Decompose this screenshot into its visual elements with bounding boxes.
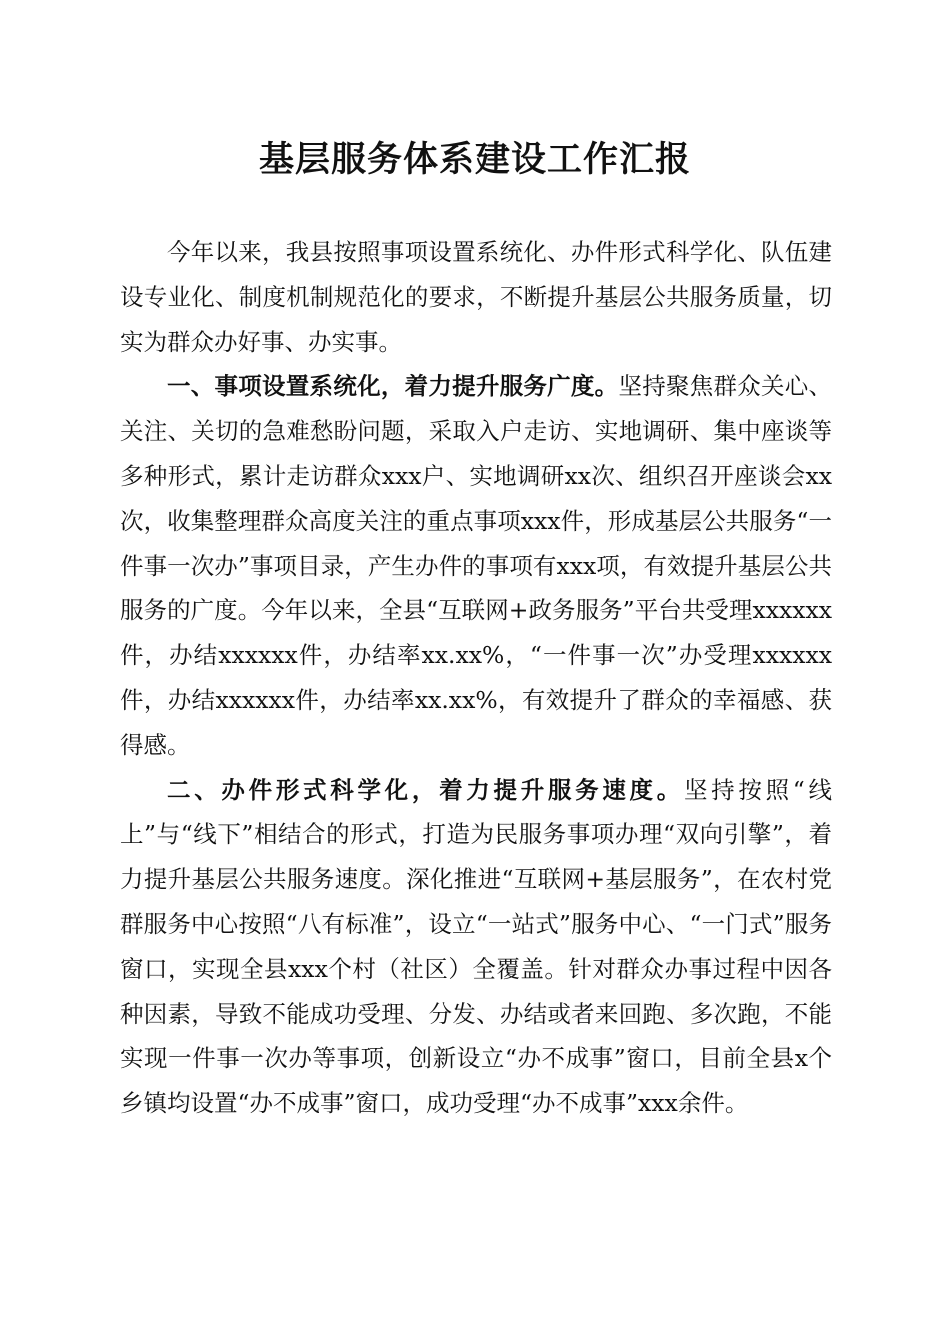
section-1-paragraph: [120, 364, 832, 767]
section-1-heading: 一、事项设置系统化，着力提升服务广度。: [167, 372, 619, 401]
section-2-body: 坚持按照“线上”与“线下”相结合的形式，打造为民服务事项办理“双向引擎”，着力提升基层公共服务速度。深化推进“互联网+基层服务”，在农村党群服务中心按照“八有标准”，设立“一站式”服务中心、“一门式”服务窗口，实现全县xxx个村（社区）全覆盖。针对群众办事过程中因各种因素，导致不能成功受理、分发、办结或者来回跑、多次跑，不能实现一件事一次办等事项，创新设立“办不成事”窗口，目前全县x个乡镇均设置“办不成事”窗口，成功受理“办不成事”xxx余件。: [120, 775, 833, 1118]
section-2-heading: 二、办件形式科学化，着力提升服务速度。: [167, 775, 684, 804]
document-body: [120, 230, 832, 1126]
intro-paragraph: 今年以来，我县按照事项设置系统化、办件形式科学化、队伍建设专业化、制度机制规范化的要求，不断提升基层公共服务质量，切实为群众办好事、办实事。: [120, 238, 832, 356]
document-title: 基层服务体系建设工作汇报: [258, 139, 691, 180]
section-2-paragraph: [120, 768, 832, 1126]
section-1-body: 坚持聚焦群众关心、关注、关切的急难愁盼问题，采取入户走访、实地调研、集中座谈等多种形式，累计走访群众xxx户、实地调研xx次、组织召开座谈会xx次，收集整理群众高度关注的重点事项xxx件，形成基层公共服务“一件事一次办”事项目录，产生办件的事项有xxx项，有效提升基层公共服务的广度。今年以来，全县“互联网+政务服务”平台共受理xxxxxx件，办结xxxxxx件，办结率xx.xx%，“一件事一次”办受理xxxxxx件，办结xxxxxx件，办结率xx.xx%，有效提升了群众的幸福感、获得感。: [120, 372, 833, 759]
